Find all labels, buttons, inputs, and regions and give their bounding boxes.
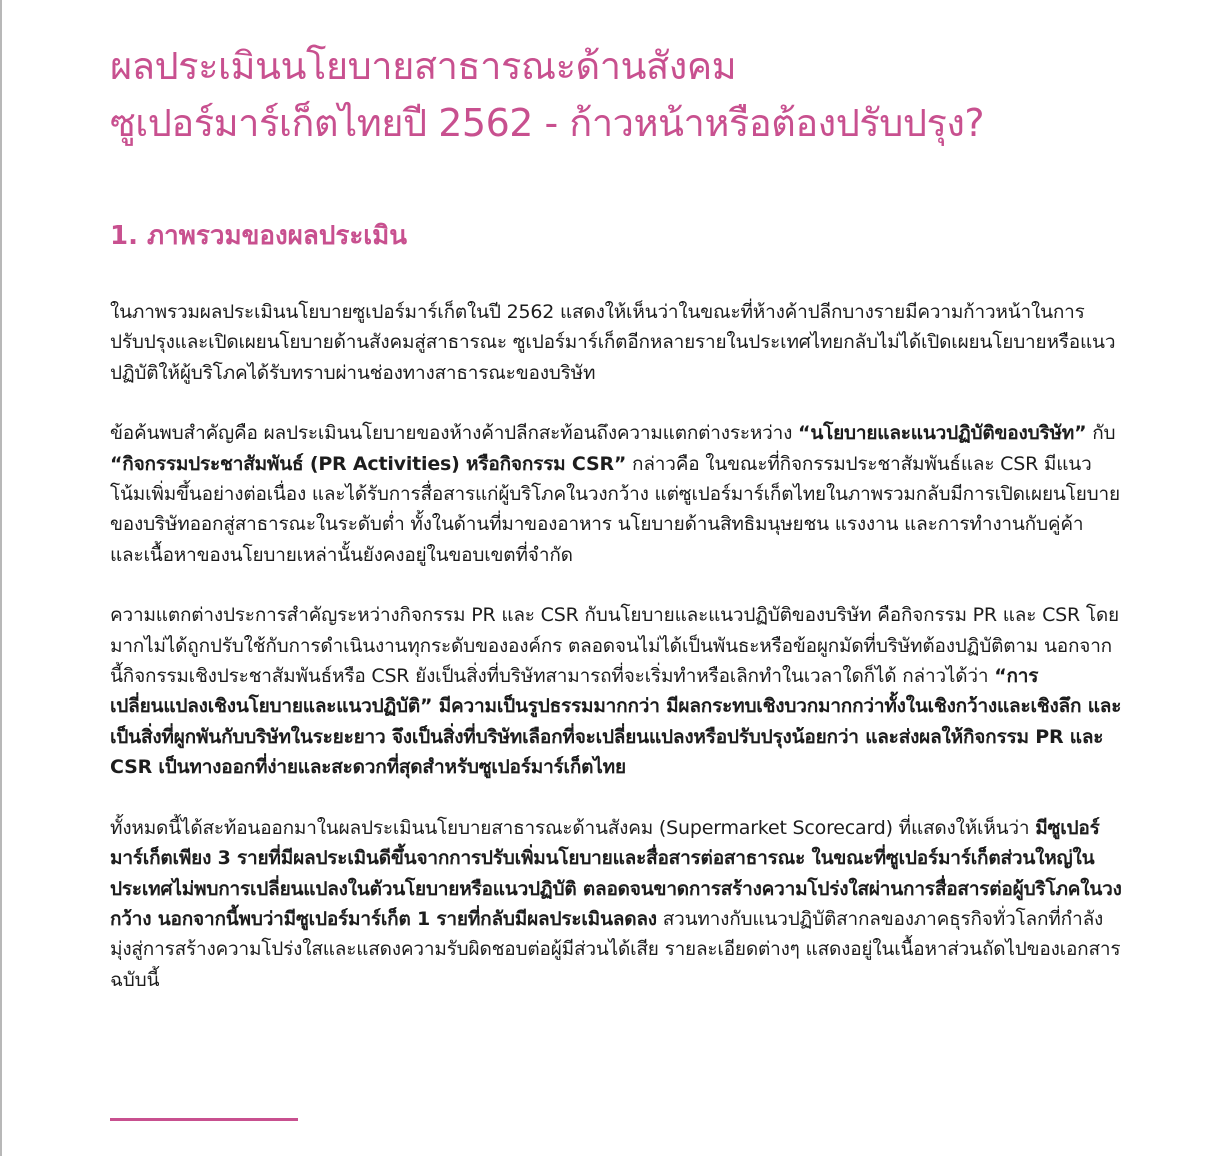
section-heading: 1. ภาพรวมของผลประเมิน: [110, 221, 408, 251]
paragraph-key-finding: [110, 418, 1122, 570]
page-content: [110, 38, 1122, 995]
title-line-1: ผลประเมินนโยบายสาธารณะด้านสังคม: [110, 44, 737, 88]
emphasis-policy-practice: “นโยบายและแนวปฏิบัติของบริษัท”: [798, 422, 1087, 445]
footer-divider: [110, 1118, 298, 1121]
title-line-2: ซูเปอร์มาร์เก็ตไทยปี 2562 - ก้าวหน้าหรือต้องปรับปรุง?: [110, 101, 985, 145]
paragraph-text: กล่าวคือ ในขณะที่กิจกรรมประชาสัมพันธ์และ CSR มีแนวโน้มเพิ่มขึ้นอย่างต่อเนื่อง และได้รับการสื่อสารแก่ผู้บริโภคในวงกว้าง แต่ซูเปอร์มาร์เก็ตไทยในภาพรวมกลับมีการเปิดเผยนโยบายของบริษัทออกสู่สาธารณะในระดับต่ำ ทั้งในด้านที่มาของอาหาร นโยบายด้านสิทธิมนุษยชน แรงงาน และการทำงานกับคู่ค้า และเนื้อหาของนโยบายเหล่านั้นยังคงอยู่ในขอบเขตที่จำกัด: [110, 452, 1120, 566]
paragraph-text: ในภาพรวมผลประเมินนโยบายซูเปอร์มาร์เก็ตในปี 2562 แสดงให้เห็นว่าในขณะที่ห้างค้าปลีกบางรายมีความก้าวหน้าในการปรับปรุงและเปิดเผยนโยบายด้านสังคมสู่สาธารณะ ซูเปอร์มาร์เก็ตอีกหลายรายในประเทศไทยกลับไม่ได้เปิดเผยนโยบายหรือแนวปฏิบัติให้ผู้บริโภคได้รับทราบผ่านช่องทางสาธารณะของบริษัท: [110, 301, 1116, 384]
emphasis-policy-change: “การเปลี่ยนแปลงเชิงนโยบายและแนวปฏิบัติ” มีความเป็นรูปธรรมมากกว่า มีผลกระทบเชิงบวกมากกว่าทั้งในเชิงกว้างและเชิงลึก และเป็นสิ่งที่ผูกพันกับบริษัทในระยะยาว จึงเป็นสิ่งที่บริษัทเลือกที่จะเปลี่ยนแปลงหรือปรับปรุงน้อยกว่า และส่งผลให้กิจกรรม PR และ CSR เป็นทางออกที่ง่ายและสะดวกที่สุดสำหรับซูเปอร์มาร์เก็ตไทย: [110, 665, 1122, 779]
paragraph-difference: [110, 600, 1122, 782]
paragraph-text: กับ: [1086, 422, 1116, 445]
emphasis-scorecard-result: มีซูเปอร์มาร์เก็ตเพียง 3 รายที่มีผลประเมินดีขึ้นจากการปรับเพิ่มนโยบายและสื่อสารต่อสาธารณะ ในขณะที่ซูเปอร์มาร์เก็ตส่วนใหญ่ในประเทศไม่พบการเปลี่ยนแปลงในตัวนโยบายหรือแนวปฏิบัติ ตลอดจนขาดการสร้างความโปร่งใสผ่านการสื่อสารต่อผู้บริโภคในวงกว้าง นอกจากนี้พบว่ามีซูเปอร์มาร์เก็ต 1 รายที่กลับมีผลประเมินลดลง: [110, 816, 1122, 930]
paragraph-text: ความแตกต่างประการสำคัญระหว่างกิจกรรม PR และ CSR กับนโยบายและแนวปฏิบัติของบริษัท คือกิจกรรม PR และ CSR โดยมากไม่ได้ถูกปรับใช้กับการดำเนินงานทุกระดับขององค์กร ตลอดจนไม่ได้เป็นพันธะหรือข้อผูกมัดที่บริษัทต้องปฏิบัติตาม นอกจากนี้กิจกรรมเชิงประชาสัมพันธ์หรือ CSR ยังเป็นสิ่งที่บริษัทสามารถที่จะเริ่มทำหรือเลิกทำในเวลาใดก็ได้ กล่าวได้ว่า: [110, 604, 1119, 688]
paragraph-overview: [110, 297, 1122, 388]
paragraph-text: ทั้งหมดนี้ได้สะท้อนออกมาในผลประเมินนโยบายสาธารณะด้านสังคม (Supermarket Scorecard) ที่แสดงให้เห็นว่า: [110, 816, 1036, 839]
paragraph-text: ข้อค้นพบสำคัญคือ ผลประเมินนโยบายของห้างค้าปลีกสะท้อนถึงความแตกต่างระหว่าง: [110, 422, 799, 445]
page-title: [110, 38, 1122, 152]
emphasis-pr-csr: “กิจกรรมประชาสัมพันธ์ (PR Activities) หรือกิจกรรม CSR”: [110, 452, 627, 475]
paragraph-text: สวนทางกับแนวปฏิบัติสากลของภาคธุรกิจทั่วโลกที่กำลังมุ่งสู่การสร้างความโปร่งใสและแสดงความรับผิดชอบต่อผู้มีส่วนได้เสีย รายละเอียดต่างๆ แสดงอยู่ในเนื้อหาส่วนถัดไปของเอกสารฉบับนี้: [110, 907, 1121, 991]
paragraph-scorecard: [110, 813, 1122, 995]
